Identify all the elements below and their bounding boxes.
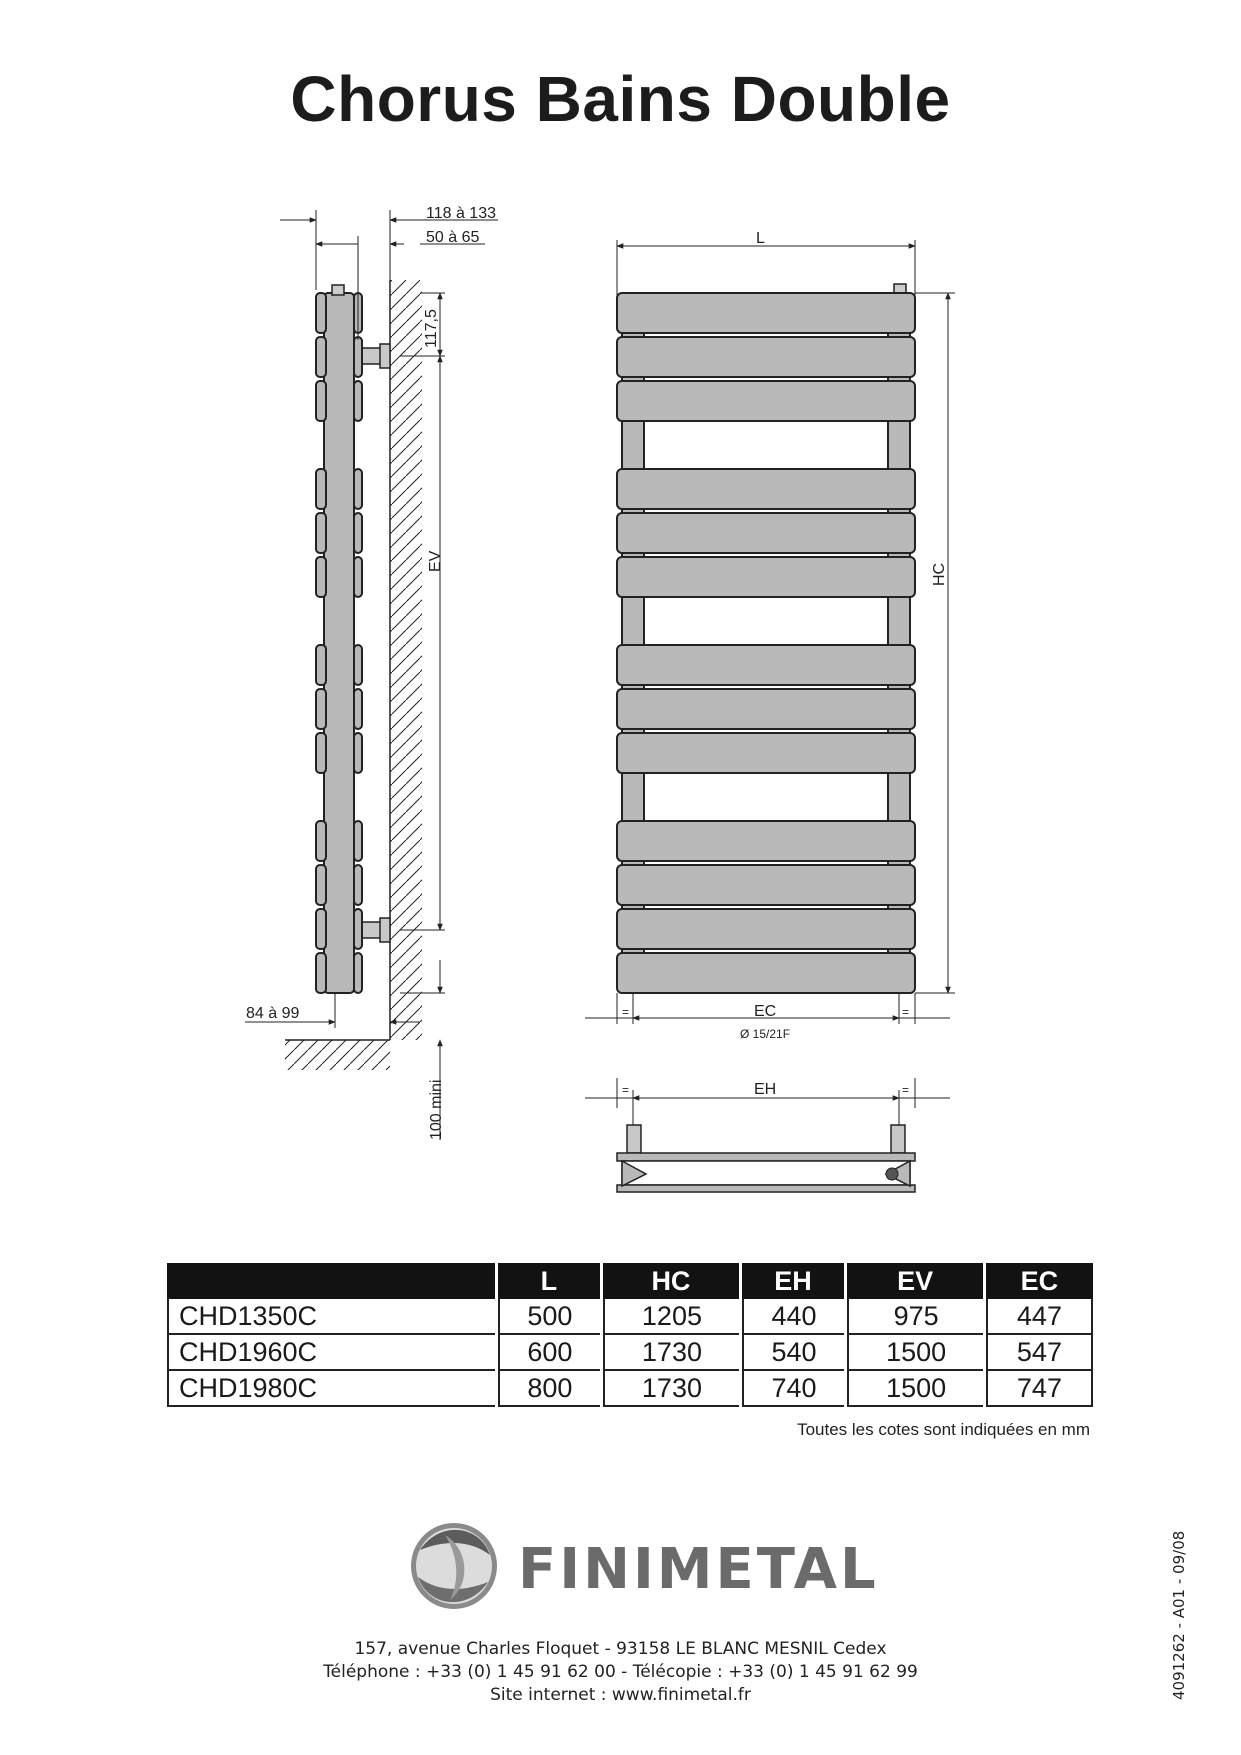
front-panel-bar: [617, 909, 915, 949]
front-panels: [617, 293, 915, 993]
front-panel-bar: [617, 645, 915, 685]
side-bar-front: [316, 689, 326, 729]
side-bar-rear: [354, 909, 362, 949]
bottom-view: [585, 1078, 950, 1192]
cell-ec: 447: [986, 1299, 1093, 1335]
side-bar-front: [316, 469, 326, 509]
side-bar-rear: [354, 865, 362, 905]
front-panel-bar: [617, 513, 915, 553]
header-eh: EH: [742, 1263, 845, 1299]
side-bar-rear: [354, 381, 362, 421]
dim-wall-gap: 50 à 65: [426, 229, 480, 246]
front-panel-bar: [617, 381, 915, 421]
side-bar-rear: [354, 689, 362, 729]
dim-top-offset: 117,5: [423, 309, 440, 348]
side-bar-rear: [354, 337, 362, 377]
side-bar-rear: [354, 469, 362, 509]
side-collector: [324, 293, 354, 993]
bottom-equal-left: =: [622, 1083, 630, 1097]
cell-eh: 740: [742, 1371, 845, 1407]
side-bar-front: [316, 557, 326, 597]
front-panel-bar: [617, 689, 915, 729]
side-bar-rear: [354, 733, 362, 773]
phone-line: Téléphone : +33 (0) 1 45 91 62 00 - Télécopie : +33 (0) 1 45 91 62 99: [323, 1662, 918, 1682]
front-panel-bar: [617, 293, 915, 333]
front-panel-bar: [617, 953, 915, 993]
dim-ev-side: EV: [427, 550, 444, 572]
bottom-plate-top: [617, 1153, 915, 1161]
floor-hatch: [285, 1040, 390, 1070]
side-view: [245, 205, 498, 1140]
side-bar-rear: [354, 953, 362, 993]
bottom-bracket-plate: [380, 918, 390, 942]
address-line: 157, avenue Charles Floquet - 93158 LE BLANC MESNIL Cedex: [354, 1639, 887, 1659]
cell-ev: 1500: [847, 1371, 982, 1407]
dim-ec-bottom: EH: [754, 1081, 777, 1098]
bottom-equal-right: =: [902, 1083, 910, 1097]
document-title: Chorus Bains Double: [290, 63, 951, 135]
right-valve-stem: [891, 1125, 905, 1153]
dim-center: EC: [754, 1003, 777, 1020]
side-bar-front: [316, 337, 326, 377]
cell-ec: 747: [986, 1371, 1093, 1407]
top-bracket-plate: [380, 344, 390, 368]
specs-table: [164, 1263, 1096, 1407]
left-valve-stem: [627, 1125, 641, 1153]
side-bar-front: [316, 909, 326, 949]
cell-ev: 975: [847, 1299, 982, 1335]
table-row: [167, 1299, 1093, 1335]
dim-floor-gap: 84 à 99: [246, 1005, 300, 1022]
front-panel-bar: [617, 337, 915, 377]
bottom-body: [622, 1161, 910, 1185]
dim-min-height: 100 mini: [428, 1079, 445, 1140]
header-hc: HC: [603, 1263, 738, 1299]
dim-height: HC: [931, 562, 948, 586]
cell-hc: 1205: [603, 1299, 738, 1335]
units-note: Toutes les cotes sont indiquées en mm: [797, 1420, 1090, 1439]
cell-hc: 1730: [603, 1335, 738, 1371]
side-bar-front: [316, 293, 326, 333]
front-panel-bar: [617, 557, 915, 597]
front-view: [585, 230, 955, 1041]
side-bar-front: [316, 821, 326, 861]
front-panel-bar: [617, 733, 915, 773]
side-bar-front: [316, 381, 326, 421]
side-bar-front: [316, 733, 326, 773]
side-purge-valve: [332, 285, 344, 295]
header-l: L: [498, 1263, 601, 1299]
side-bar-front: [316, 953, 326, 993]
equal-mark-right: =: [902, 1005, 910, 1019]
brand-name: FINIMETAL: [518, 1537, 879, 1602]
side-bar-rear: [354, 557, 362, 597]
doc-reference: 4091262 - A01 - 09/08: [1170, 1530, 1188, 1700]
cell-l: 500: [498, 1299, 601, 1335]
equal-mark-left: =: [622, 1005, 630, 1019]
side-bar-rear: [354, 645, 362, 685]
cell-ev: 1500: [847, 1335, 982, 1371]
table-row: [167, 1371, 1093, 1407]
bottom-plate-low: [617, 1185, 915, 1192]
header-ev: EV: [847, 1263, 982, 1299]
header-model: [167, 1263, 495, 1299]
cell-eh: 440: [742, 1299, 845, 1335]
cell-model: CHD1960C: [167, 1335, 495, 1371]
cell-model: CHD1980C: [167, 1371, 495, 1407]
cell-hc: 1730: [603, 1371, 738, 1407]
front-panel-bar: [617, 469, 915, 509]
dim-width: L: [756, 230, 765, 247]
cell-model: CHD1350C: [167, 1299, 495, 1335]
specs-header-row: [167, 1263, 1093, 1299]
valve-knob-icon: [886, 1168, 898, 1180]
website-line: Site internet : www.finimetal.fr: [490, 1685, 751, 1705]
cell-l: 600: [498, 1335, 601, 1371]
connection-size: Ø 15/21F: [740, 1027, 791, 1041]
dim-depth-total: 118 à 133: [426, 205, 496, 222]
cell-l: 800: [498, 1371, 601, 1407]
side-bar-rear: [354, 513, 362, 553]
wall-hatch: [390, 280, 422, 1040]
side-bar-front: [316, 645, 326, 685]
cell-ec: 547: [986, 1335, 1093, 1371]
side-bar-rear: [354, 821, 362, 861]
header-ec: EC: [986, 1263, 1093, 1299]
side-bar-front: [316, 865, 326, 905]
front-panel-bar: [617, 865, 915, 905]
cell-eh: 540: [742, 1335, 845, 1371]
table-row: [167, 1335, 1093, 1371]
front-panel-bar: [617, 821, 915, 861]
side-bar-front: [316, 513, 326, 553]
